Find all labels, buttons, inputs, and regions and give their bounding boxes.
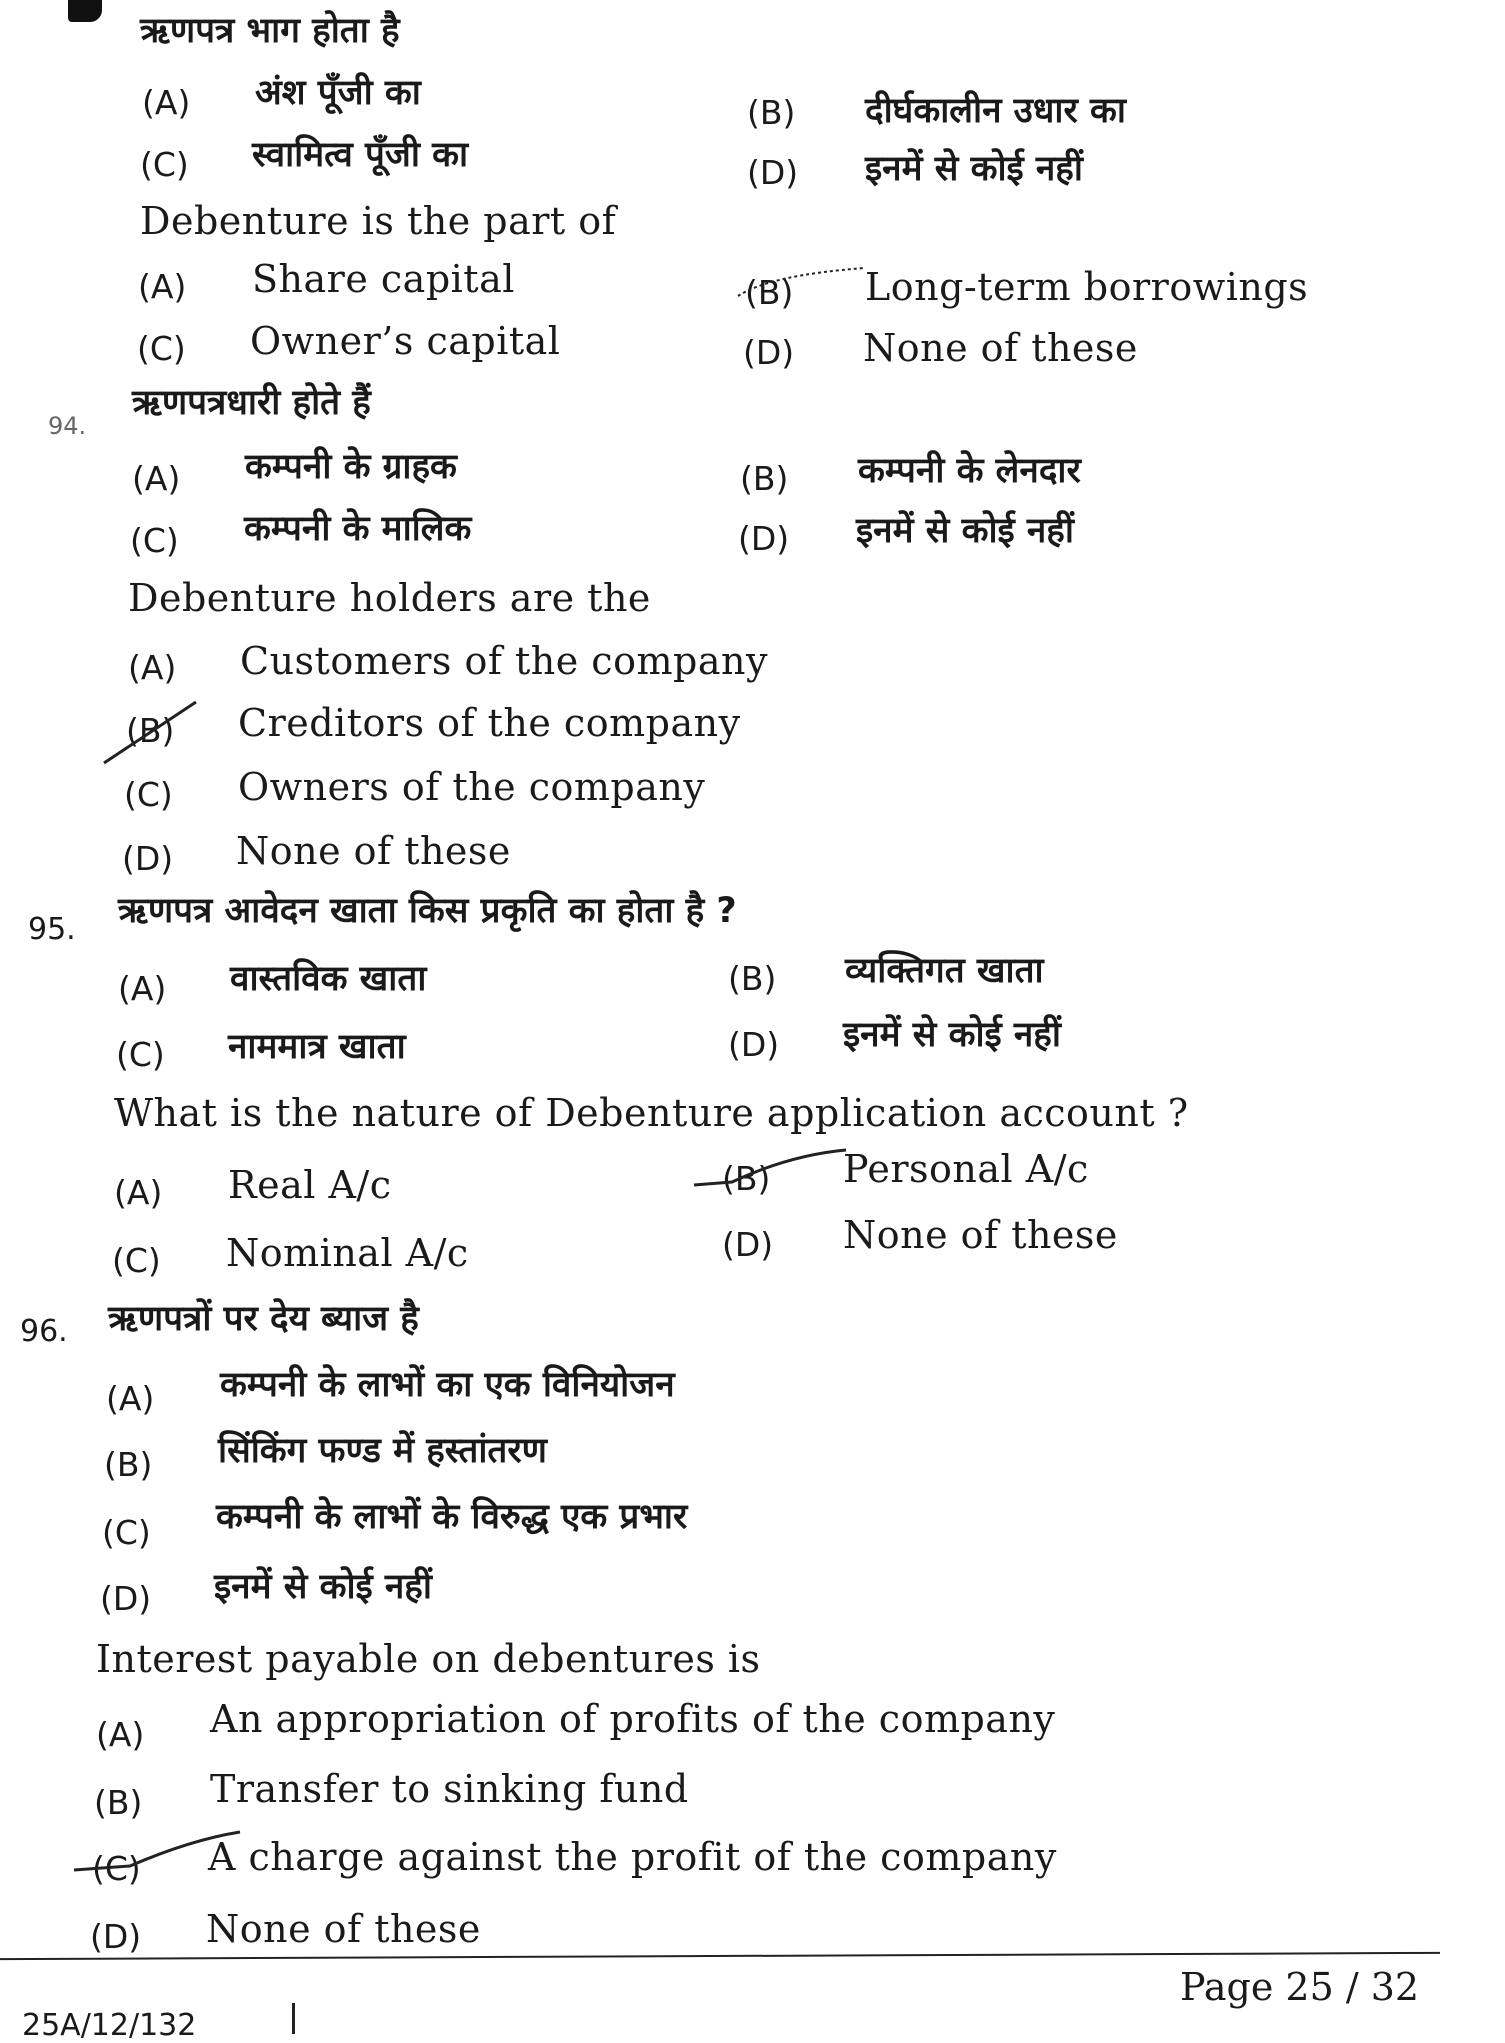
- q93-hindi-option-a-label: (A): [142, 83, 191, 122]
- q95-english-option-c-label: (C): [112, 1241, 161, 1280]
- q96-english-option-b-label: (B): [94, 1783, 143, 1822]
- q96-english-option-a-label: (A): [96, 1715, 145, 1754]
- q95-english-option-d-label: (D): [722, 1225, 774, 1264]
- q94-hindi-option-a-label: (A): [132, 459, 181, 498]
- q95-hindi-option-c: नाममात्र खाता: [228, 1027, 406, 1067]
- q96-number: 96.: [20, 1314, 68, 1349]
- q94-hindi-question: ऋणपत्रधारी होते हैं: [132, 383, 371, 423]
- q96-hindi-option-a: कम्पनी के लाभों का एक विनियोजन: [220, 1365, 675, 1405]
- q96-english-option-d: None of these: [206, 1907, 481, 1951]
- q95-english-option-a: Real A/c: [228, 1163, 392, 1207]
- q94-hindi-option-b: कम्पनी के लेनदार: [858, 451, 1081, 491]
- q94-english-option-d-label: (D): [122, 839, 174, 878]
- code-divider: [292, 2003, 295, 2034]
- q93-hindi-question: ऋणपत्र भाग होता है: [140, 11, 400, 51]
- q95-english-option-c: Nominal A/c: [226, 1231, 469, 1275]
- q93-hindi-option-d-label: (D): [747, 153, 799, 192]
- page-number: Page 25 / 32: [1180, 1965, 1420, 2009]
- q95-english-question: What is the nature of Debenture application account ?: [114, 1091, 1189, 1135]
- q96-english-option-c-label: (C): [92, 1849, 141, 1888]
- q94-english-option-b: Creditors of the company: [238, 701, 741, 745]
- q96-hindi-question: ऋणपत्रों पर देय ब्याज है: [108, 1299, 419, 1339]
- q94-english-option-b-label: (B): [126, 711, 175, 750]
- q93-english-option-b-label: (B): [745, 273, 794, 312]
- paper-code: 25A/12/132: [22, 2008, 197, 2043]
- q95-hindi-option-b-label: (B): [728, 959, 777, 998]
- q95-hindi-option-b: व्यक्तिगत खाता: [845, 951, 1044, 991]
- footer-rule: [0, 1952, 1440, 1960]
- q96-hindi-option-c-label: (C): [102, 1513, 151, 1552]
- q95-hindi-option-d-label: (D): [728, 1025, 780, 1064]
- q93-hindi-option-d: इनमें से कोई नहीं: [865, 149, 1083, 189]
- q95-hindi-question: ऋणपत्र आवेदन खाता किस प्रकृति का होता है ?: [118, 891, 737, 931]
- q95-english-option-b-label: (B): [722, 1159, 771, 1198]
- q95-hindi-option-d: इनमें से कोई नहीं: [843, 1015, 1061, 1055]
- q94-hindi-option-d: इनमें से कोई नहीं: [856, 511, 1074, 551]
- q95-number: 95.: [28, 912, 76, 947]
- q94-english-option-c: Owners of the company: [238, 765, 706, 809]
- q94-number: 94.: [48, 412, 87, 440]
- q96-english-option-c: A charge against the profit of the company: [208, 1835, 1057, 1879]
- q93-english-option-c: Owner’s capital: [250, 319, 561, 363]
- q94-english-option-a-label: (A): [128, 648, 177, 687]
- q96-hindi-option-c: कम्पनी के लाभों के विरुद्ध एक प्रभार: [216, 1497, 688, 1537]
- q95-hindi-option-c-label: (C): [116, 1035, 165, 1074]
- q93-hindi-option-b: दीर्घकालीन उधार का: [865, 91, 1126, 131]
- q94-english-option-c-label: (C): [124, 775, 173, 814]
- q94-hindi-option-c-label: (C): [130, 521, 179, 560]
- q93-english-option-d-label: (D): [743, 333, 795, 372]
- q93-english-option-c-label: (C): [137, 329, 186, 368]
- q94-hindi-option-c: कम्पनी के मालिक: [244, 509, 472, 549]
- q96-english-option-d-label: (D): [90, 1917, 142, 1956]
- q95-english-option-b: Personal A/c: [843, 1147, 1089, 1191]
- q96-hindi-option-b-label: (B): [104, 1445, 153, 1484]
- q96-hindi-option-b: सिंकिंग फण्ड में हस्तांतरण: [218, 1431, 547, 1471]
- q95-english-option-d: None of these: [843, 1213, 1118, 1257]
- q96-hindi-option-a-label: (A): [106, 1379, 155, 1418]
- q93-hindi-option-c: स्वामित्व पूँजी का: [252, 135, 469, 175]
- q94-hindi-option-a: कम्पनी के ग्राहक: [245, 447, 457, 487]
- q94-english-question: Debenture holders are the: [128, 576, 651, 620]
- q95-hindi-option-a-label: (A): [118, 969, 167, 1008]
- q93-english-question: Debenture is the part of: [140, 199, 617, 243]
- q96-english-option-b: Transfer to sinking fund: [210, 1767, 689, 1811]
- q96-english-question: Interest payable on debentures is: [96, 1637, 761, 1681]
- q96-hindi-option-d: इनमें से कोई नहीं: [214, 1567, 432, 1607]
- q93-hindi-option-a: अंश पूँजी का: [255, 73, 421, 113]
- q95-hindi-option-a: वास्तविक खाता: [230, 959, 427, 999]
- q94-english-option-d: None of these: [236, 829, 511, 873]
- q94-english-option-a: Customers of the company: [240, 639, 768, 683]
- q95-english-option-a-label: (A): [114, 1173, 163, 1212]
- q93-english-option-a-label: (A): [138, 267, 187, 306]
- q93-hindi-option-c-label: (C): [140, 145, 189, 184]
- q96-english-option-a: An appropriation of profits of the company: [210, 1697, 1056, 1741]
- q93-hindi-option-b-label: (B): [747, 93, 796, 132]
- q93-english-option-b: Long-term borrowings: [865, 265, 1309, 309]
- q93-english-option-a: Share capital: [252, 257, 515, 301]
- q94-hindi-option-b-label: (B): [740, 459, 789, 498]
- ink-blot: [68, 0, 102, 22]
- q94-hindi-option-d-label: (D): [738, 519, 790, 558]
- q93-english-option-d: None of these: [863, 326, 1138, 370]
- q96-hindi-option-d-label: (D): [100, 1579, 152, 1618]
